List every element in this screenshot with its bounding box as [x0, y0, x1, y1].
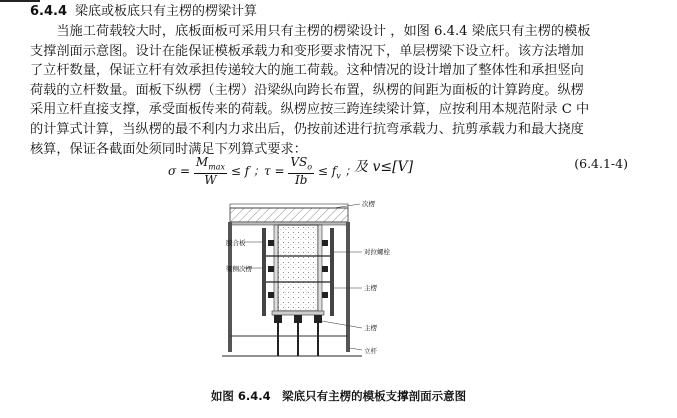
label-secondary-joist: 次楞 [362, 200, 375, 208]
side-plywood-left [274, 225, 278, 315]
figure-caption: 如图 6.4.4 梁底只有主楞的模板支撑剖面示意图 [210, 389, 467, 403]
shear-limit: ≤ f [317, 164, 337, 179]
shear-limit-subscript: v [336, 171, 341, 181]
top-rule [0, 0, 40, 2]
moment-subscript: max [208, 162, 226, 172]
slab-post-right [346, 222, 350, 352]
paragraph-line: 的计算式计算，当纵楞的最不利内力求出后，仍按前述进行抗弯承载力、抗剪承载力和最大挠度 [30, 121, 584, 137]
formwork-section-diagram [222, 196, 402, 376]
label-tie-bolt: 对拉螺栓 [364, 248, 390, 256]
label-plywood: 胶合板 [226, 239, 246, 247]
side-joist [322, 292, 328, 298]
tau-formula [264, 156, 357, 187]
paragraph-line: 核算，保证各截面处须同时满足下列算式要求： [30, 141, 307, 157]
secondary-joist-row [230, 204, 348, 208]
leader-line [350, 348, 362, 350]
beam-concrete [278, 225, 318, 311]
label-main-joist-lower: 主楞 [364, 324, 377, 332]
leader-line [322, 321, 362, 328]
section-modulus-symbol: W [204, 173, 217, 188]
moment-fraction [194, 156, 227, 187]
inertia-symbol: Ib [294, 173, 308, 188]
shear-fraction [288, 156, 314, 187]
deflection-condition: 及 v≤[V] [354, 159, 414, 175]
paragraph-line: 当施工荷载较大时，底板面板可采用只有主楞的楞梁设计 ，如图 6.4.4 梁底只有主楞的模板 [30, 24, 591, 39]
section-heading [30, 4, 257, 20]
label-side-joist: 梁侧次楞 [226, 265, 252, 273]
equation-number: (6.4.1-4) [574, 156, 628, 171]
side-joist [268, 292, 274, 298]
paragraph-line: 荷载的立杆数量。面板下纵楞（主楞）沿梁纵向跨长布置，纵楞的间距为面板的计算跨度。纵楞 [30, 82, 584, 98]
side-joist [322, 266, 328, 272]
body-paragraph [30, 22, 630, 159]
outer-waler-left [262, 228, 266, 316]
sigma-formula [168, 156, 265, 187]
sigma-symbol: σ = [168, 164, 191, 179]
main-joist [274, 315, 282, 323]
side-joist [268, 240, 274, 246]
section-number: 6.4.4 [30, 4, 68, 19]
formula-separator: ； [344, 164, 357, 179]
moment-symbol: M [195, 155, 209, 169]
paragraph-line: 支撑剖面示意图。设计在能保证模板承载力和变形要求情况下，单层楞梁下设立杆。该方法增加 [30, 43, 584, 59]
leader-line [334, 204, 360, 208]
shear-subscript: o [307, 162, 313, 172]
slab [230, 208, 348, 222]
strength-limit: ≤ f ； [230, 164, 266, 179]
paragraph-line: 了立杆数量，保证立杆有效承担传递较大的施工荷载。这种情况的设计增加了整体性和承担竖向 [30, 63, 584, 79]
label-post: 立杆 [364, 347, 377, 355]
side-joist [268, 266, 274, 272]
section-title: 梁底或板底只有主楞的楞梁计算 [75, 4, 258, 19]
side-joist [322, 240, 328, 246]
paragraph-line: 采用立杆直接支撑，承受面板传来的荷载。纵楞应按三跨连续梁计算，应按利用本规范附录 C 中 [30, 102, 590, 118]
main-joist [294, 315, 302, 323]
bottom-plywood [272, 311, 324, 315]
formula-block [168, 150, 628, 188]
main-joist [314, 315, 322, 323]
side-plywood-right [318, 225, 322, 315]
tau-symbol: τ = [264, 164, 285, 179]
outer-waler-right [330, 228, 334, 316]
label-main-joist-upper: 主楞 [364, 284, 377, 292]
shear-symbol: VS [290, 155, 308, 169]
